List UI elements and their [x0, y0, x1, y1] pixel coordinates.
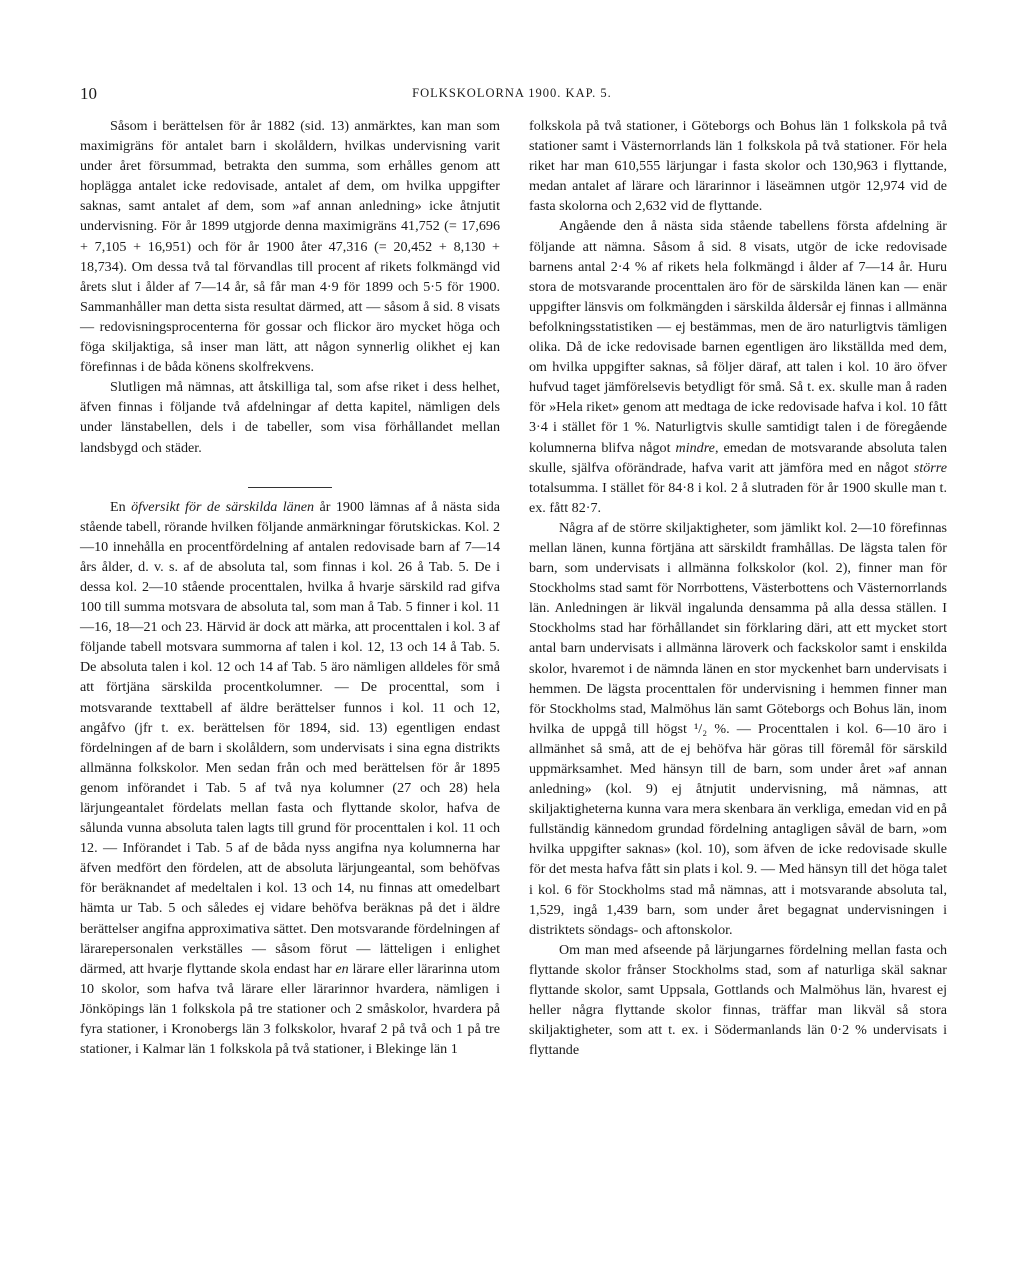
- paragraph: Några af de större skiljaktigheter, som jämlikt kol. 2—10 förefinnas mellan länen, kunna förtjäna att särskildt framhållas. De lägsta talen för barn, som undervisats i allmänna folkskolor (kol. 2), finner man för Stockholms stad samt för Norrbottens, Västerbottens och Västernorrlands län. Anledningen är likväl ingalunda densamma på alla dessa ställen. I Stockholms stad har förhållandet sin förklaring däri, att ett mycket stort antal barn undervisats i allmänna läroverk och fackskolor samt i enskilda skolor, hvaremot i de nämnda länen en stor myckenhet barn undervisats i hemmen. De lägsta procenttalen för undervisning i hemmen finner man för Stockholms stad, Malmöhus län samt Göteborgs och Bohus län, inom hvilka de uppgå till högst ¹/₂ %. — Procenttalen i kol. 6—10 äro i allmänhet så små, att de ej behöfva här göras till föremål för särskild uppmärksamhet. Med hänsyn till de barn, som under året »af annan anledning» (kol. 9) ej åtnjutit undervisning, må nämnas, att skiljaktigheterna kunna vara mera skenbara än verkliga, emedan vid en på fullständig kännedom grundad fördelning antagligen såväl de barn, »om hvilka uppgifter saknas» (kol. 10), som äfven de icke redovisade skulle för det mesta hafva fått sin plats i kol. 9. — Med hänsyn till det höga talet i kol. 6 för Stockholms stad må nämnas, att i motsvarande absoluta tal, 1,529, ingå 1,439 barn, som under året begagnat undervisningen i distriktets söndags- och aftonskolor.: [529, 519, 947, 938]
- text-run: år 1900 lämnas af å nästa sida stående tabell, rörande hvilken följande anmärkningar förutskickas. Kol. 2—10 innehålla en procentfördelning af antalen redovisade barn af 7—14 års ålder, d. v. s. af de absoluta tal, som finnas i kol. 26 å Tab. 5. De i dessa kol. 2—10 stående procenttalen, hvilka å hvarje särskild rad gifva 100 till summa motsvara de absoluta tal, som man å Tab. 5 finner i kol. 11—16, 18—21 och 23. Härvid är dock att märka, att procenttalen i kol. 3 af följande tabell motsvara summorna af talen i kol. 12, 13 och 14 å Tab. 5. De absoluta talen i kol. 12 och 14 af Tab. 5 äro nämligen alldeles för små att förtjäna särskilda procentkolumner. — De procenttal, som i motsvarande texttabell af äldre berättelser funnos i kol. 11 och 12, angåfvo (jfr t. ex. berättelsen för 1894, sid. 13) egentligen endast fördelningen af de barn i skolåldern, som undervisats i sina egna distrikts allmänna folkskolor. Men sedan från och med berättelsen för år 1895 genom införandet i Tab. 5 af två nya kolumner (27 och 28) hela lärjungeantalet fördelats mellan fasta och flyttande skolor, hafva de sålunda vunna absoluta talen lagts till grund för procenttalen i kol. 11 och 12. — Införandet i Tab. 5 af de båda nyss angifna nya kolumnerna har äfven medfört den fördelen, att de absoluta lärjungeantal, som behöfvas för beräknandet af medeltalen i kol. 13 och 14, nu finnas att omedelbart hämta ur Tab. 5 och således ej vidare behöfva beräknas på det i äldre berättelser angifna approximativa sättet. Den motsvarande fördelningen af lärarepersonalen verkställes — såsom förut — lätteligen i enlighet därmed, att hvarje flyttande skola endast har: [80, 498, 500, 977]
- paragraph: Slutligen må nämnas, att åtskilliga tal, som afse riket i dess helhet, äfven finnas i följande två afdelningar af detta kapitel, nämligen dels under länstabellen, dels i de tabeller, som visa förhållandet mellan landsbygd och städer.: [80, 379, 500, 456]
- text-run: En: [110, 498, 132, 515]
- italic-text: mindre: [675, 439, 715, 456]
- paragraph: [80, 497, 500, 1060]
- text-run: lärare eller lärarinna utom 10 skolor, som hafva två lärare eller lärarinnor hvardera, nämligen i Jönköpings län 1 folkskola på tre stationer och 2 småskolor, hvardera på fyra stationer, i Kronobergs län 3 folkskolor, hvaraf 2 på två och 1 på tre stationer, i Kalmar län 1 folkskola på två stationer, i Blekinge län 1: [80, 960, 501, 1058]
- paragraph: [529, 216, 947, 517]
- italic-text: en: [335, 960, 349, 977]
- section-divider: [248, 487, 332, 488]
- text-run: totalsumma. I stället för 84·8 i kol. 2 å slutraden för år 1900 skulle man t. ex. fått 82·7.: [529, 479, 947, 516]
- section-spacer: [80, 458, 500, 476]
- paragraph: Såsom i berättelsen för år 1882 (sid. 13) anmärktes, kan man som maximigräns för antalet barn i skolåldern, hvilkas undervisning varit under året försummad, betrakta den summa, som erhålles genom att hoplägga antalet icke redovisade, antalet af dem, om hvilka uppgifter saknas, samt antalet af dem, som »af annan anledning» icke åtnjutit undervisning. För år 1899 utgjorde denna maximigräns 41,752 (= 17,696 + 7,105 + 16,951) och för år 1900 åter 47,316 (= 20,452 + 8,130 + 18,734). Om dessa två tal förvandlas till procent af rikets folkmängd vid årets slut i ålder af 7—14 år, så får man 4·9 för 1899 och 5·5 för 1900. Sammanhåller man detta sista resultat därmed, att — såsom å sid. 8 visats — redovisningsprocenterna för gossar och flickor äro mycket höga och föga skiljaktiga, så inser man lätt, att någon synnerlig olikhet ej kan förefinnas i de båda könens skolfrekvens.: [80, 118, 500, 376]
- page-header: [80, 84, 944, 108]
- paragraph: folkskola på två stationer, i Göteborgs och Bohus län 1 folkskola på två stationer samt i Västernorrlands län 1 folkskola på två stationer. För hela riket har man 610,555 lärjungar i fasta skolor och 130,963 i flyttande, medan antalet af lärare och lärarinnor i läseämnen utgör 12,974 vid de fasta skolorna och 2,632 vid de flyttande.: [529, 118, 947, 215]
- italic-text: större: [913, 459, 947, 476]
- text-run: , emedan de motsvarande absoluta talen skulle, själfva oförändrade, hafva varit att jämföra med en något: [529, 439, 947, 476]
- left-column: [80, 116, 500, 1059]
- text-run: Angående den å nästa sida stående tabellens första afdelning är följande att nämna. Såsom å sid. 8 visats, utgör de icke redovisade barnens antal 2·4 % af rikets hela folkmängd i ålder af 7—14 år. Huru stora de motsvarande procenttalen äro för de särskilda länen kan — enär uppgifter länsvis om folkmängden i särskilda åldersår ej finnas i allmänna befolkningsstatistiken — ej bestämmas, men de äro naturligtvis tämligen olika. Då de icke redovisade barnen egentligen äro likställda med dem, om hvilka uppgifter saknas, så följer däraf, att talen i kol. 10 äro öfver hufvud taget jämförelsevis betydligt för små. Så t. ex. skulle man å raden för »Hela riket» genom att medtaga de icke redovisade hafva i kol. 10 fått 3·4 i stället för 1 %. Naturligtvis skulle samtidigt talen i de föregående kolumnerna blifva något: [529, 218, 947, 456]
- italic-text: öfversikt för de särskilda länen: [131, 498, 315, 515]
- right-column: [529, 116, 947, 1060]
- page-number: 10: [80, 84, 97, 103]
- paragraph: Om man med afseende på lärjungarnes fördelning mellan fasta och flyttande skolor frånser Stockholms stad, som af naturliga skäl saknar flyttande skolor, samt Uppsala, Gottlands och Malmöhus län, hvarest ej heller några flyttande skolor finnas, träffar man likväl så stora skiljaktigheter, som att t. ex. i Södermanlands län 0·2 % undervisats i flyttande: [529, 941, 947, 1059]
- running-title: FOLKSKOLORNA 1900. KAP. 5.: [412, 86, 612, 100]
